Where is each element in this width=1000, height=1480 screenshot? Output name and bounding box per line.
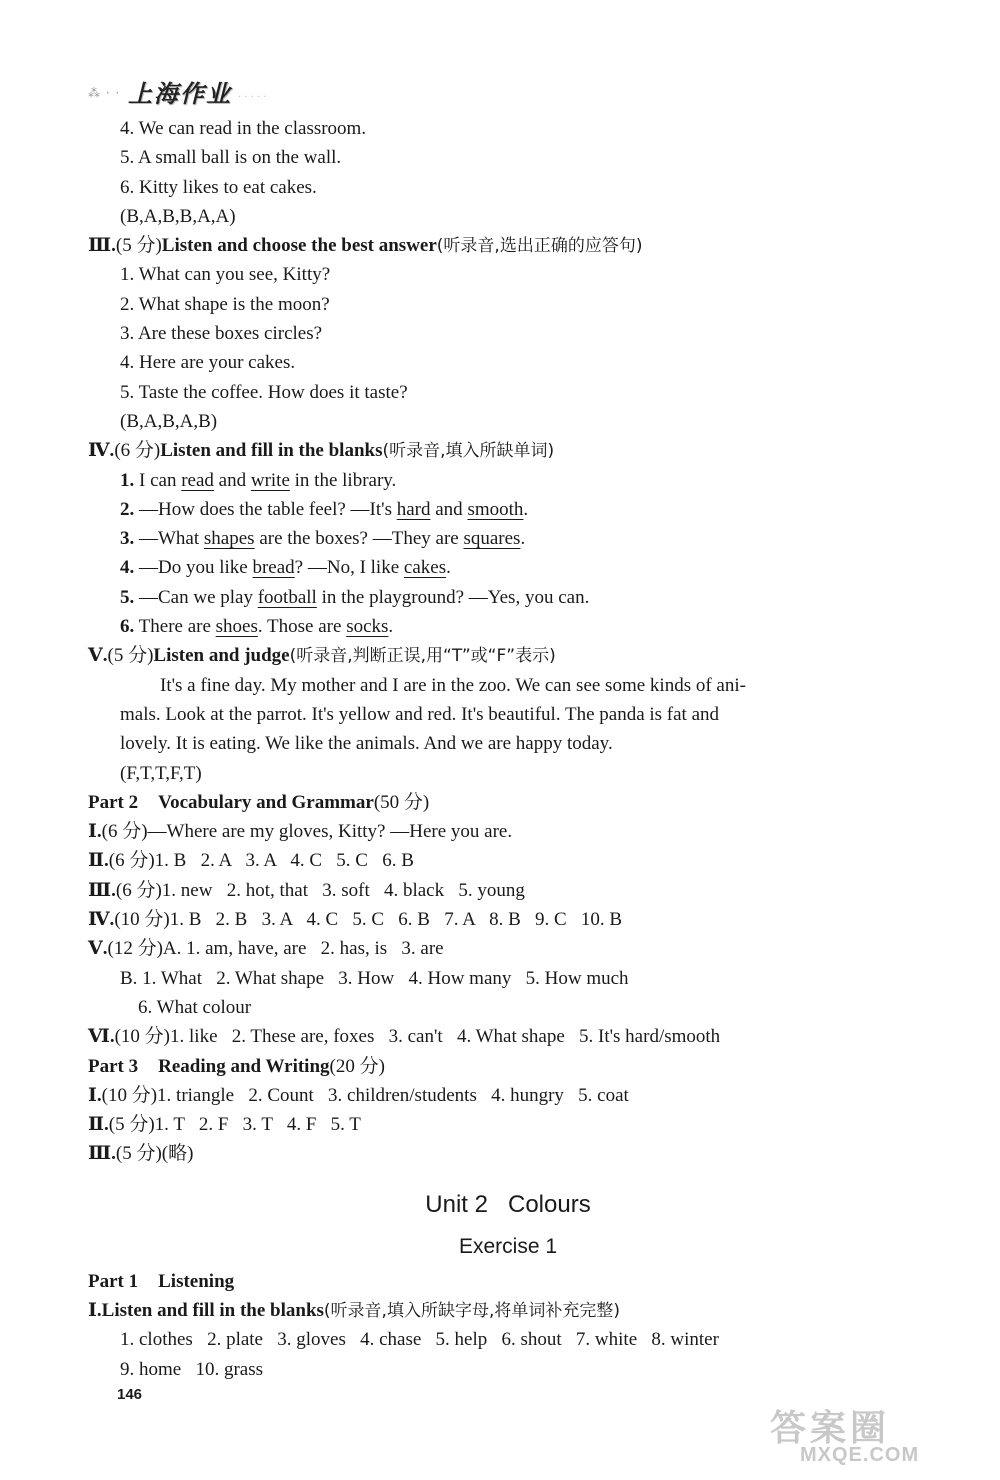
passage-line: lovely. It is eating. We like the animals. And we are happy today. [120,733,613,755]
question-line: 1. What can you see, Kitty? [120,264,331,286]
watermark-en: MXQE.COM [800,1444,920,1466]
filled-word: hard [396,498,431,520]
answer-line: Ⅴ.(12 分)A. 1. am, have, are 2. has, is 3. are [88,938,444,960]
section-heading: Ⅳ.(6 分)Listen and fill in the blanks(听录音,填入所缺单词) [88,440,555,462]
answer-line: Ⅵ.(10 分)1. like 2. These are, foxes 3. can't 4. What shape 5. It's hard/smooth [88,1026,721,1048]
answer-line: Ⅱ.(6 分)1. B 2. A 3. A 4. C 5. C 6. B [88,850,414,872]
filled-word: bread [252,557,295,579]
part-heading: Part 3 Reading and Writing(20 分) [88,1055,385,1077]
question-line: 3. Are these boxes circles? [120,323,323,345]
part-heading: Part 1 Listening [88,1270,235,1292]
answer-line: Ⅰ.(10 分)1. triangle 2. Count 3. children/students 4. hungry 5. coat [88,1084,629,1106]
filled-word: write [250,469,290,491]
watermark [770,1400,985,1470]
fill-blank-line: 1. I can read and write in the library. [120,469,397,491]
fill-blank-line: 5. —Can we play football in the playground? —Yes, you can. [120,586,590,608]
answer-content [88,114,928,1384]
section-heading: Ⅰ.Listen and fill in the blanks(听录音,填入所缺字母,将单词补充完整) [88,1299,620,1321]
fill-blank-line: 6. There are shoes. Those are socks. [120,616,394,638]
answer-line: Ⅱ.(5 分)1. T 2. F 3. T 4. F 5. T [88,1114,361,1136]
header-logo [88,72,288,112]
fill-blank-line: 2. —How does the table feel? —It's hard and smooth. [120,498,529,520]
answer-line: B. 1. What 2. What shape 3. How 4. How many 5. How much [120,967,629,989]
answer-line: 5. A small ball is on the wall. [120,147,342,169]
answer-line: 6. Kitty likes to eat cakes. [120,176,317,198]
filled-word: shoes [215,616,258,638]
filled-word: shapes [203,528,255,550]
answer-key: (F,T,T,F,T) [120,762,202,784]
filled-word: cakes [403,557,447,579]
answer-line: 6. What colour [138,996,252,1018]
answer-line: Ⅳ.(10 分)1. B 2. B 3. A 4. C 5. C 6. B 7. A 8. B 9. C 10. B [88,909,623,931]
exercise-title: Exercise 1 [458,1234,558,1258]
page-number: 146 [117,1386,143,1403]
header-dots: · · · · · [238,92,267,103]
question-line: 4. Here are your cakes. [120,352,296,374]
answer-line: Ⅲ.(5 分)(略) [88,1143,194,1165]
question-line: 2. What shape is the moon? [120,293,330,315]
filled-word: squares [463,528,521,550]
section-heading: Ⅴ.(5 分)Listen and judge(听录音,判断正误,用“T”或“F”表示) [88,645,556,667]
part-heading: Part 2 Vocabulary and Grammar(50 分) [88,791,430,813]
answer-line: 1. clothes 2. plate 3. gloves 4. chase 5. help 6. shout 7. white 8. winter [120,1329,719,1351]
watermark-cn: 答案圈 [770,1408,891,1449]
answer-line: Ⅲ.(6 分)1. new 2. hot, that 3. soft 4. black 5. young [88,879,525,901]
filled-word: smooth [467,498,524,520]
filled-word: read [181,469,214,491]
answer-line: Ⅰ.(6 分)—Where are my gloves, Kitty? —Here you are. [88,821,513,843]
answer-line: 4. We can read in the classroom. [120,118,367,139]
answer-key: (B,A,B,A,B) [120,410,218,432]
fill-blank-line: 4. —Do you like bread? —No, I like cakes. [120,557,451,579]
question-line: 5. Taste the coffee. How does it taste? [120,381,408,403]
header-decoration: ⁂ · · [88,86,121,100]
section-heading: Ⅲ.(5 分)Listen and choose the best answer(听录音,选出正确的应答句) [88,235,643,257]
passage-line: mals. Look at the parrot. It's yellow and red. It's beautiful. The panda is fat and [120,703,720,725]
header-logo-text: 上海作业 [128,80,232,108]
passage-line: It's a fine day. My mother and I are in the zoo. We can see some kinds of ani- [160,674,746,696]
fill-blank-line: 3. —What shapes are the boxes? —They are squares. [120,528,526,550]
answer-line: 9. home 10. grass [120,1358,264,1380]
unit-title: Unit 2 Colours [425,1190,591,1218]
filled-word: football [257,586,317,608]
answer-key: (B,A,B,B,A,A) [120,205,236,227]
filled-word: socks [346,616,389,638]
